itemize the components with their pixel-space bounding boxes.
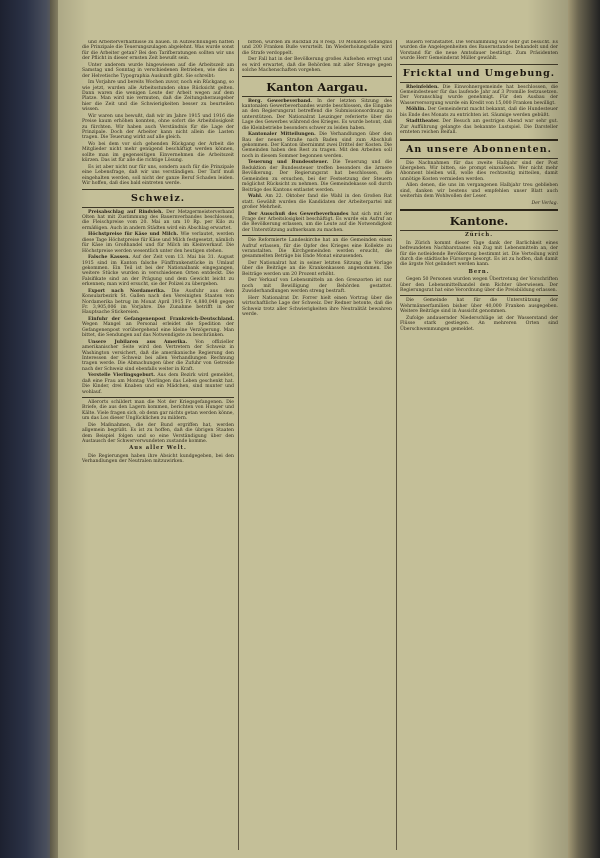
paragraph: Die Reformierte Landeskirche hat an die Gemeinden einen Aufruf erlassen, für die Opfer des Krieges eine Kollekte zu veranstalten. Die Kirchgemeinden werden ersucht, die gesammelten Beträge bis Ende Monat einzusenden.: [242, 238, 392, 260]
news-item: [82, 232, 234, 254]
item-text: Auf der Zeit vom 13. Mai bis 31. August 1915 sind im Kanton falsche Fünffrankenstücke in Umlauf gekommen. Ein Teil ist bei der Nationalbank eingegangen, weitere Stücke wurden in verschiedenen Orten entdeckt. Die Falsifikate sind an der Prägung und dem Gewicht leicht zu erkennen; man wird ersucht, sie der Polizei zu übergeben.: [82, 255, 234, 288]
divider: [82, 207, 234, 208]
item-text: Aus dem Bezirk wird gemeldet, daß eine Frau am Montag Vierlingen das Leben geschenkt hat. Die Kinder, drei Knaben und ein Mädchen, sind munter und wohlauf.: [82, 373, 234, 395]
section-heading: Kantone.: [449, 214, 509, 229]
news-item: [242, 132, 392, 159]
news-item: [82, 289, 234, 316]
paragraph: und Arbeiterverhältnisse zu bauen. In Aufzeichnungen hätten die Prinzipale die Teuerungszulagen abgelehnt. Was wurde sonst für die Arbeiter getan? Bei den Tarifberatungen sollten wir uns der Pflicht in dieser ernsten Zeit bewußt sein.: [82, 40, 234, 62]
item-title: Rheinfelden.: [406, 84, 439, 90]
divider: [82, 397, 234, 398]
divider: [242, 96, 392, 97]
column-rule: [238, 40, 239, 850]
item-text: Von offizieller amerikanischer Seite wird den Vertretern der Schweiz in Washington versichert, daß die amerikanische Regierung den Interessen der Schweiz bei allen Verhandlungen Rechnung tragen werde. Die Abmachungen über die Zufuhr von Getreide nach der Schweiz sind ebenfalls weiter in Kraft.: [82, 339, 234, 372]
paragraph: Zufolge andauernder Niederschläge ist der Wasserstand der Flüsse stark gestiegen. An mehreren Orten sind Überschwemmungen gemeldet.: [400, 315, 558, 332]
subsection-heading: Bern.: [468, 268, 490, 275]
paragraph: Gegen 50 Personen wurden wegen Übertretung der Vorschriften über den Lebensmittelhandel dem Richter überwiesen. Der Regierungsrat hat eine Verordnung über die Preisbildung erlassen.: [400, 277, 558, 293]
news-item: [242, 212, 392, 234]
item-title: Verstelle Vierlingsgeburt.: [88, 373, 156, 379]
paragraph: Die Maßnahmen, die der Bund ergriffen hat, werden allgemein begrüßt. Es ist zu hoffen, daß die übrigen Staaten dem Beispiel folgen und so eine Verständigung über den Austausch der Schwerverwundeten zustande komme.: [82, 422, 234, 445]
news-item: [82, 317, 234, 339]
subsection-heading: Zürich.: [465, 232, 493, 239]
news-item: [82, 340, 234, 372]
item-text: Die Ausfuhr aus dem Konsularbezirk St. Gallen nach den Vereinigten Staaten von Nordamerika betrug im Monat April 1915 Fr. 4,880,048 gegen Fr. 3,905,006 im Vorjahre. Die Zunahme betrifft in der Hauptsache Stickereien.: [82, 288, 234, 316]
divider: [400, 295, 558, 296]
news-item: [242, 160, 392, 192]
item-title: Möhlin.: [406, 107, 426, 113]
paragraph: Die Gemeinde hat für die Unterstützung der Wehrmännerfamilien bisher über 40,000 Franken ausgegeben. Weitere Beiträge sind in Aussicht genommen.: [400, 298, 558, 315]
paragraph: Herr Nationalrat Dr. Forrer hielt einen Vortrag über die wirtschaftliche Lage der Schweiz. Der Redner betonte, daß die Schweiz trotz aller Schwierigkeiten ihre Neutralität bewahren werde.: [242, 295, 392, 317]
item-title: Der Ausschuß des Gewerbeverbandes: [248, 211, 349, 217]
item-title: Teuerung und Bundessteuer.: [248, 160, 329, 166]
item-title: Einfuhr der Gefangenenpost Frankreich-Deutschland.: [88, 316, 234, 322]
news-item: [82, 373, 234, 395]
news-item: [242, 99, 392, 131]
item-text: Am 22. Oktober fand die Wahl in den Großen Rat statt. Gewählt wurden die Kandidaten der Arbeiterpartei mit großer Mehrheit.: [242, 194, 392, 210]
paragraph: Wir waren uns bewußt, daß wir im Jahre 1915 und 1916 die Preise kaum erhöhen konnten, ohne sofort die Arbeitslosigkeit zu fürchten. Wir haben auch Verständnis für die Lage der Prinzipale. Doch der Arbeiter kann nicht allein die Lasten tragen. Die Teuerung wirkt auf alle gleich.: [82, 113, 234, 141]
paragraph: Die Regierungen haben ihre Absicht kundgegeben, bei den Verhandlungen der Neutralen mitzuwirken.: [82, 453, 234, 465]
divider: [400, 158, 558, 159]
column-rule: [396, 40, 397, 850]
divider: [400, 82, 558, 83]
notice-heading: An unsere Abonnenten.: [406, 143, 552, 155]
item-title: Falsche Kassen.: [88, 255, 131, 261]
paragraph: Die Nachnahmen für das zweite Halbjahr sind der Post übergeben. Wir bitten, sie prompt einzulösen. Wer nicht mehr Abonnent bleiben will, wolle dies rechtzeitig mitteilen, damit unnötige Kosten vermieden werden.: [400, 160, 558, 182]
item-title: Berg. Gewerbeverband.: [248, 98, 312, 104]
paragraph: Der Nationalrat hat in seiner letzten Sitzung die Vorlage über die Beiträge an die Krankenkassen angenommen. Die Beiträge werden um 20 Prozent erhöht.: [242, 260, 392, 277]
divider: [400, 209, 558, 211]
item-title: Kantonaler Mitteilungen.: [248, 132, 316, 138]
subsection-heading: Aus aller Welt.: [129, 445, 187, 452]
divider: [400, 139, 558, 141]
item-text: Wegen Mangel an Personal erleidet die Spedition der Gefangenenpost vorübergehend eine kleine Verzögerung. Man bittet, die Sendungen auf das Notwendigste zu beschränken.: [82, 322, 234, 339]
paragraph: Allen denen, die uns im vergangenen Halbjahr treu geblieben sind, danken wir bestens und empfehlen unser Blatt auch weiterhin dem Wohlwollen der Leser.: [400, 183, 558, 200]
news-item: [400, 107, 558, 118]
news-item: [82, 255, 234, 287]
page-stack-edge: [564, 0, 600, 858]
news-item: [400, 85, 558, 107]
item-title: Unsere Jubilaren aus Amerika.: [88, 339, 188, 345]
paragraph: Bauern veranstaltet. Die Versammlung war sehr gut besucht. Es wurden die Angelegenheiten des Bauernstandes behandelt und der Vorstand für die neue Amtsdauer bestätigt. Zum Präsidenten wurde Herr Gemeinderat Müller gewählt.: [400, 40, 558, 62]
paragraph: Der Fall hat in der Bevölkerung großes Aufsehen erregt und es wird erwartet, daß die Behörden mit aller Strenge gegen solche Machenschaften vorgehen.: [242, 57, 392, 74]
item-title: Höchstpreise für Käse und Milch.: [88, 232, 179, 238]
divider: [82, 189, 234, 190]
news-item: [82, 210, 234, 232]
paragraph: Wo bei dem vor sich gehenden Rückgang der Arbeit die Mitglieder nicht mehr genügend beschäftigt werden können, sollte man im gegenseitigen Einvernehmen die Arbeitszeit kürzen. Das ist für alle die richtige Lösung.: [82, 142, 234, 164]
notice-signature: Der Verlag.: [531, 200, 558, 206]
column-2: [242, 40, 392, 850]
news-item: [242, 194, 392, 210]
item-title: Export nach Nordamerika.: [88, 288, 166, 294]
paragraph: Unter anderem wurde hingewiesen auf die Arbeitszeit am Samstag und Sonntag in verschiedenen Betrieben, wie dies in der Helvetische Typographia Auskunft gibt. Sie schreibt:: [82, 62, 234, 79]
divider: [242, 235, 392, 236]
paragraph: bitten, wurden im Rückfall zu 8 resp. 10 Monaten Gefängnis und 200 Franken Buße verurteilt. Im Wiederholungsfalle wird die Strafe verdoppelt.: [242, 40, 392, 56]
item-text: Wie verlautet, werden diese Tage Höchstpreise für Käse und Milch festgesetzt, nämlich für Käse im Großhandel und für Milch im Kleinverkauf. Die Höchstpreise werden wesentlich unter den heutigen stehen.: [82, 232, 234, 254]
newspaper-page: [58, 0, 568, 858]
section-heading: Fricktal und Umgebung.: [402, 67, 556, 79]
item-title: Wahl.: [248, 194, 263, 200]
paragraph: Allerorts schildert man die Not der Kriegsgefangenen. Die Briefe, die aus den Lagern kommen, berichten von Hunger und Kälte. Viele fragen sich, ob denn gar nichts getan werden könne, um das Los dieser Unglücklichen zu mildern.: [82, 400, 234, 422]
divider: [242, 76, 392, 77]
item-text: Die Einwohnergemeinde hat beschlossen, die Gemeindesteuer für das laufende Jahr auf 3 Promille festzusetzen. Der Voranschlag wurde genehmigt. Für den Ausbau der Wasserversorgung wurde ein Kredit von 15,000 Franken bewilligt.: [400, 84, 558, 106]
divider: [400, 64, 558, 65]
column-1: [82, 40, 234, 850]
column-3: [400, 40, 558, 850]
item-text: Der Metzgermeisterverband Olten hat mit Zustimmung des Bauernverbandes beschlossen, die Fleischpreise vom 20. Mai an um 10 Rp. per Kilo zu ermäßigen. Auch in andern Städten wird ein Abschlag erwartet.: [82, 209, 234, 231]
item-title: Preisabschlag auf Rindvieh.: [88, 209, 164, 215]
section-heading: Schweiz.: [130, 192, 186, 204]
item-text: Die Verhandlungen über den Bau der neuen Straße nach Baden sind zum Abschluß gekommen. Der Kanton übernimmt zwei Drittel der Kosten. Die Gemeinden haben den Rest zu tragen. Mit den Arbeiten soll noch in diesem Sommer begonnen werden.: [242, 132, 392, 159]
section-heading: Kanton Aargau.: [266, 79, 368, 94]
item-text: Der Gemeinderat macht bekannt, daß die Hundesteuer bis Ende des Monats zu entrichten ist. Säumige werden gebüßt.: [400, 107, 558, 118]
paragraph: Der Verkauf von Lebensmitteln an den Grenzorten ist nur noch mit Bewilligung der Behörden gestattet. Zuwiderhandlungen werden streng bestraft.: [242, 278, 392, 295]
item-text: Die Teuerung und die Reduktion der Bundessteuer treffen besonders die ärmere Bevölkerung. Der Regierungsrat hat beschlossen, die Gemeinden zu ersuchen, bei der Festsetzung der Steuern möglichst Rücksicht zu nehmen. Die Gemeindekasse soll durch Beiträge des Kantons entlastet werden.: [242, 160, 392, 193]
paragraph: In Zürich kommt dieser Tage dank der Barlichkeit eines befreundeten Nachbarstaates ein Zug mit Lebensmitteln an, der für die notleidende Bevölkerung bestimmt ist. Die Verteilung wird durch die städtische Fürsorge besorgt. Es ist zu hoffen, daß damit die ärgste Not gelindert werden kann.: [400, 240, 558, 268]
news-item: [400, 119, 558, 135]
item-title: Stadttheater.: [406, 119, 440, 125]
paragraph: Im Vorjahre und bereits Wochen zuvor, noch ein Rückgang, so wie jetzt, wurden alle Arbeitsstunden ohne Rücksicht gelten. Dann waren die wenigen Leute der Arbeit wegen auf dem Platze. Man wird nie vermuten, daß die Zeitungsherausgeber hier die Zeit und die Schwierigkeiten besser zu beurteilen wissen.: [82, 80, 234, 113]
item-text: In der letzten Sitzung des kantonalen Gewerbeverbandes wurde beschlossen, die Eingabe an den Regierungsrat betreffend die Submissionsordnung zu unterstützen. Der Nationalrat Leuzinger referierte über die Lage des Gewerbes während des Krieges. Es wurde betont, daß die Kleinbetriebe besonders schwer zu leiden haben.: [242, 98, 392, 131]
item-text: hat sich mit der Frage der Arbeitslosigkeit beschäftigt. Es wurde ein Aufruf an die Bevölkerung erlassen, um die Leute auf die Notwendigkeit der Unterstützung aufmerksam zu machen.: [242, 211, 392, 233]
item-text: Der Besuch am gestrigen Abend war sehr gut. Zur Aufführung gelangte das bekannte Lustspiel. Die Darsteller ernteten reichen Beifall.: [400, 119, 558, 136]
paragraph: Es ist aber nicht nur für uns, sondern auch für die Prinzipale eine Lebensfrage, daß wir uns verständigen. Der Tarif muß eingehalten werden, soll nicht der ganze Beruf Schaden leiden. Wir hoffen, daß dies bald eintreten werde.: [82, 164, 234, 187]
